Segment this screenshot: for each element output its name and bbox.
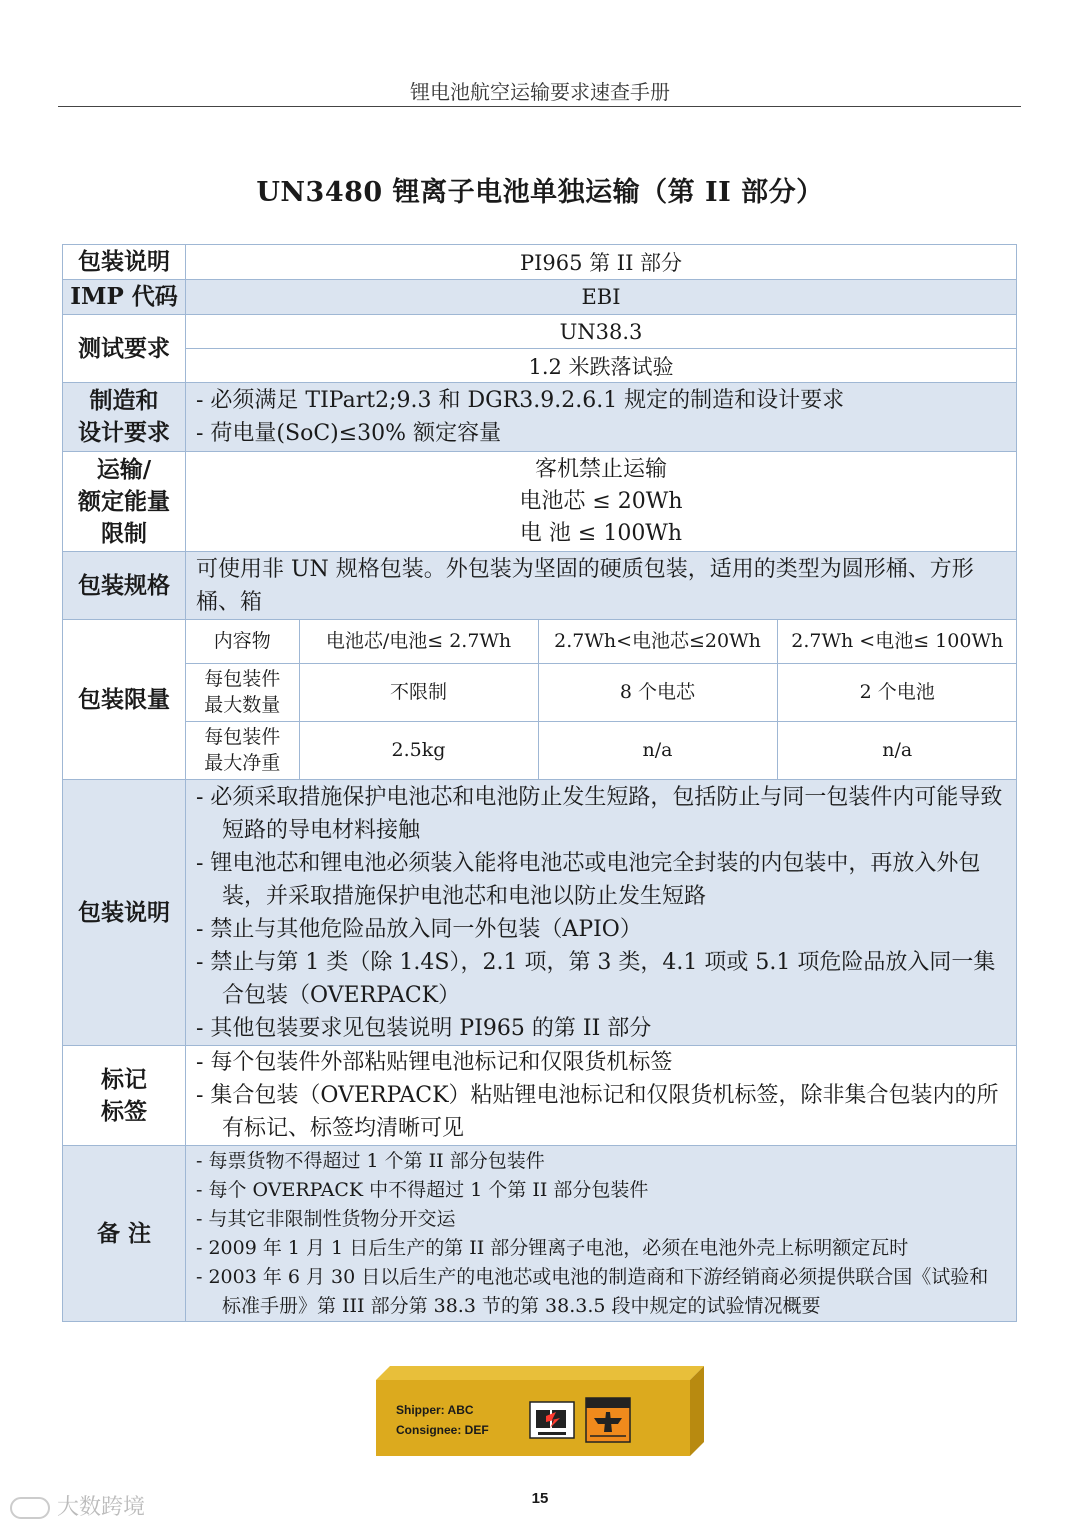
value-packing-instruction: PI965 第 II 部分 [186,245,1017,280]
row-manufacture [63,383,1017,452]
cargo-aircraft-only-label-icon [586,1398,630,1442]
limits-value: 8 个电芯 [538,663,777,721]
lithium-battery-mark-icon [530,1402,574,1438]
limits-row-label [186,721,299,779]
limits-value: 2 个电池 [777,663,1017,721]
row-packing-instruction [63,245,1017,280]
list-item: - 禁止与其他危险品放入同一外包装（APIO） [196,916,642,942]
row-imp-code [63,280,1017,315]
label-remarks: 备 注 [63,1146,186,1322]
value-spec: 可使用非 UN 规格包装。外包装为坚固的硬质包装，适用的类型为圆形桶、方形桶、箱 [186,552,1017,620]
list-item: - 每票货物不得超过 1 个第 II 部分包装件 [196,1149,545,1172]
value-test-drop: 1.2 米跌落试验 [186,349,1017,383]
list-item: - 荷电量(SoC)≤30% 额定容量 [196,421,502,446]
list-item: - 禁止与第 1 类（除 1.4S），2.1 项，第 3 类，4.1 项或 5.1 项危险品放入同一集合包装（OVERPACK） [196,949,996,1008]
page-number: 15 [531,1490,549,1507]
row-limits [63,620,1017,780]
value-remarks [186,1146,1017,1322]
limits-header: 电池芯/电池≤ 2.7Wh [299,620,538,663]
label-manufacture-line: 制造和 [89,387,159,414]
row-packing-notes [63,780,1017,1046]
limits-header: 2.7Wh<电池芯≤20Wh [538,620,777,663]
package-address [396,1400,489,1440]
label-manufacture-line: 设计要求 [78,419,170,446]
list-item: - 必须采取措施保护电池芯和电池防止发生短路，包括防止与同一包装件内可能导致短路的导电材料接触 [196,784,1003,843]
list-item: - 2009 年 1 月 1 日后生产的第 II 部分锂离子电池，必须在电池外壳上标明额定瓦时 [196,1236,909,1259]
row-test-1 [63,315,1017,349]
limits-row-quantity [186,663,1017,721]
limits-cell [186,620,1017,780]
document-title: UN3480 锂离子电池单独运输（第 II 部分） [256,177,824,208]
value-packing-notes [186,780,1017,1046]
value-test-un383: UN38.3 [186,315,1017,349]
label-transport-line: 运输/ [96,455,152,483]
label-packing-notes: 包装说明 [63,780,186,1046]
limits-row-label-line: 每包装件 [204,726,281,749]
list-item: - 其他包装要求见包装说明 PI965 的第 II 部分 [196,1015,652,1041]
consignee-text: Consignee: DEF [396,1423,489,1437]
list-item: - 集合包装（OVERPACK）粘贴锂电池标记和仅限货机标签，除非集合包装内的所有标记、标签均清晰可见 [196,1083,999,1141]
limits-value: n/a [538,721,777,779]
label-packing-instruction: 包装说明 [63,245,186,280]
list-item: - 必须满足 TIPart2;9.3 和 DGR3.9.2.6.1 规定的制造和设计要求 [196,388,845,413]
list-item: - 2003 年 6 月 30 日以后生产的电池芯或电池的制造商和下游经销商必须提供联合国《试验和标准手册》第 III 部分第 38.3 节的第 38.3.5 段中规定的试验情况概要 [196,1265,989,1317]
label-transport [63,452,186,552]
label-manufacture [63,383,186,452]
list-item: - 与其它非限制性货物分开交运 [196,1207,456,1230]
value-marking [186,1046,1017,1146]
transport-line: 电 池 ≤ 100Wh [519,520,683,546]
requirements-table [62,244,1017,1322]
limits-row-label-line: 最大数量 [204,694,281,716]
label-limits: 包装限量 [63,620,186,780]
limits-row-label-line: 每包装件 [204,668,281,690]
shipper-text: Shipper: ABC [396,1403,474,1417]
value-transport [186,452,1017,552]
limits-value: 2.5kg [299,721,538,779]
list-item: - 每个 OVERPACK 中不得超过 1 个第 II 部分包装件 [196,1178,649,1201]
label-marking-line: 标记 [101,1065,147,1093]
list-item: - 锂电池芯和锂电池必须装入能将电池芯或电池完全封装的内包装中，再放入外包装，并采取措施保护电池芯和电池以防止发生短路 [196,850,981,909]
list-item: - 每个包装件外部粘贴锂电池标记和仅限货机标签 [196,1050,673,1075]
label-test: 测试要求 [63,315,186,383]
transport-line: 客机禁止运输 [534,456,667,482]
label-transport-line: 限制 [101,519,147,547]
value-manufacture [186,383,1017,452]
watermark-text: 大数跨境 [57,1495,146,1520]
limits-header-row [186,620,1017,663]
label-marking [63,1046,186,1146]
label-transport-line: 额定能量 [78,487,170,515]
row-marking [63,1046,1017,1146]
transport-line: 电池芯 ≤ 20Wh [519,488,683,514]
package-illustration [370,1366,710,1458]
limits-header: 2.7Wh <电池≤ 100Wh [777,620,1017,663]
limits-subtable [186,620,1017,779]
row-remarks [63,1146,1017,1322]
running-header: 锂电池航空运输要求速查手册 [410,80,670,104]
row-test-2 [63,349,1017,383]
label-spec: 包装规格 [63,552,186,620]
limits-header: 内容物 [186,620,299,663]
label-marking-line: 标签 [101,1097,147,1125]
limits-row-label-line: 最大净重 [204,752,281,775]
value-imp-code: EBI [186,280,1017,315]
limits-value: n/a [777,721,1017,779]
limits-value: 不限制 [299,663,538,721]
header-rule [58,106,1021,107]
row-transport [63,452,1017,552]
label-imp-code: IMP 代码 [63,280,186,315]
limits-row-weight [186,721,1017,779]
row-spec [63,552,1017,620]
limits-row-label [186,663,299,721]
